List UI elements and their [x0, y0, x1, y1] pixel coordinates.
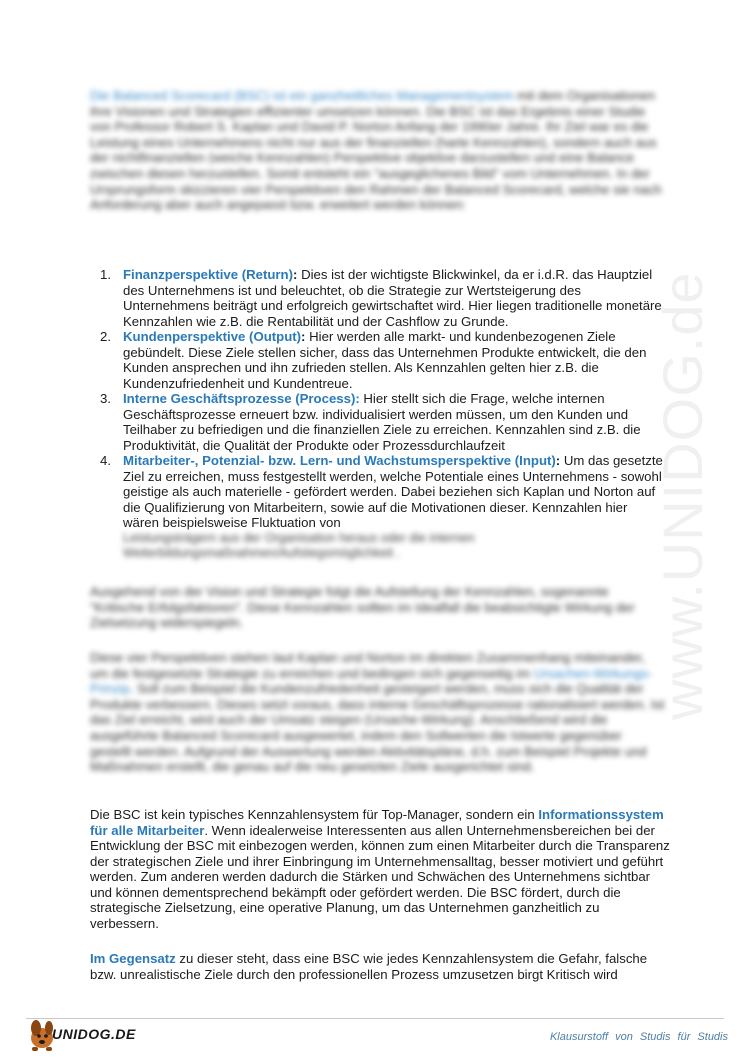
p3-text-a: Diese vier Perspektiven stehen laut Kaplan und Norton im direkten Zusammenhang miteinander, um die festgesetzte Strategie zu erreichen und bedingen sich gegenseitig im: [90, 650, 645, 681]
logo-text: UNIDOG.DE: [52, 1026, 136, 1042]
p3-text-b: . Soll zum Beispiel die Kundenzufriedenheit gesteigert werden, muss sich die Qualität der Produkte verbessern. Dieses setzt voraus, dass interne Geschäftsprozesse rationalisiert werden. Ist das Ziel erreicht, wird auch der Umsatz steigen (Ursache-Wirkung). Anschließend wird die ausgeführte Balanced Scorecard ausgewertet, indem den Sollwerten die Istwerte gegenüber gestellt werden. Aufgrund der Auswertung werden Aktivitätspläne, d.h. zum Beispiel Projekte und Maßnahmen erstellt, die genau auf die neu gesetzten Ziele ausgerichtet sind.: [90, 681, 665, 775]
item-text: Um das gesetzte Ziel zu erreichen, muss festgestellt werden, welche Potentiale eines Unternehmens - sowohl geistige als auch materielle - gefördert werden. Dabei beziehen sich Kaplan und Norton auf die Qualifizierung von Mitarbeitern, sowie auf die Motivationen dieser. Kennzahlen hier wären beispielsweise Fluktuation von: [123, 453, 663, 530]
item-tail-blurred: Leistungsträgern aus der Organisation heraus oder die internen Weiterbildungsmaßnahmen/Aufstiegsmöglichkeit .: [123, 530, 475, 560]
intro-lead: Die Balanced Scorecard (BSC) ist ein ganzheitliches Managementsystem: [90, 88, 514, 103]
blurred-intro: [90, 88, 665, 213]
info-text-a: Die BSC ist kein typisches Kennzahlensystem für Top-Manager, sondern ein: [90, 807, 539, 822]
item-title: Interne Geschäftsprozesse (Process):: [123, 391, 360, 406]
list-item: [90, 329, 665, 391]
list-item: [90, 391, 665, 453]
item-text: Hier werden alle markt- und kundenbezogenen Ziele gebündelt. Diese Ziele stellen sicher, dass das Unternehmen Produkte entwickelt, die den Kunden ansprechen und ihn zufrieden stellen. Als Kennzahlen gelten hier z.B. die Kundenzufriedenheit und Kundentreue.: [123, 329, 647, 391]
item-number: 2.: [100, 329, 111, 344]
intro-text: mit dem Organisationen ihre Visionen und Strategien effizienter umsetzen können. Die BSC ist das Ergebnis einer Studie von Professor Robert S. Kaplan und David P. Norton Anfang der 1990er Jahre. Ihr Ziel war es die Leistung eines Unternehmens nicht nur aus der finanziellen (harte Kennzahlen), sondern auch aus der nichtfinanziellen (weiche Kennzahlen) Perspektive objektive darzustellen und eine Balance zwischen diesen herzustellen. Somit entsteht ein "ausgeglichenes Bild" vom Unternehmen. In der Ursprungsform skizzieren vier Perspektiven den Rahmen der Balanced Scorecard, welche sie nach Anforderung aber auch angepasst bzw. erweitert werden können:: [90, 88, 662, 213]
item-number: 3.: [100, 391, 111, 406]
paragraph-contrast: [90, 951, 670, 982]
p3-link: Ursachen-Wirkungs-Prinzip: [90, 665, 653, 697]
item-title: Kundenperspektive (Output): [123, 329, 302, 344]
paragraph-information-system: [90, 807, 670, 931]
blurred-paragraph-3: [90, 650, 665, 775]
item-number: 1.: [100, 267, 111, 282]
item-title: Finanzperspektive (Return): [123, 267, 294, 282]
watermark: www.UNIDOG.de: [651, 271, 714, 720]
item-sep: :: [301, 329, 306, 344]
footer-tagline: Klausurstoff von Studis für Studis: [549, 1031, 728, 1043]
item-text: Hier stellt sich die Frage, welche internen Geschäftsprozesse erneuert bzw. individualisiert werden müssen, um den Kunden und Teilhaber zu befriedigen und die finanziellen Ziele zu erreichen. Kennzahlen sind z.B. die Produktivität, die Qualität der Produkte oder Prozessdurchlaufzeit: [123, 391, 641, 453]
perspectives-list: [90, 267, 665, 562]
contrast-text: zu dieser steht, dass eine BSC wie jedes Kennzahlensystem die Gefahr, falsche bzw. unrealistische Ziele durch den professionellen Prozess umzusetzen birgt Kritisch wird: [90, 951, 648, 982]
item-sep: :: [555, 453, 561, 468]
item-text: Dies ist der wichtigste Blickwinkel, da er i.d.R. das Hauptziel des Unternehmens ist und beleuchtet, ob die Strategie zur Wertsteigerung des Unternehmens beiträgt und erfolgreich gewirtschaftet wird. Hier liegen traditionelle monetäre Kennzahlen wie z.B. die Rentabilität und der Cashflow zu Grunde.: [123, 267, 662, 329]
blurred-paragraph-2: Ausgehend von der Vision und Strategie folgt die Aufstellung der Kennzahlen, sogenannte "Kritische Erfolgsfaktoren". Diese Kennzahlen sollten im Idealfall die beabsichtigte Wirkung der Zielsetzung widerspiegeln.: [90, 584, 635, 631]
item-number: 4.: [100, 453, 111, 468]
info-link[interactable]: Informationssystem für alle Mitarbeiter: [90, 807, 664, 838]
list-item: [90, 267, 665, 329]
item-title: Mitarbeiter-, Potenzial- bzw. Lern- und Wachstumsperspektive (Input): [123, 453, 556, 468]
info-text-b: . Wenn idealerweise Interessenten aus allen Unternehmensbereichen bei der Entwicklung der BSC mit einbezogen werden, können zum einen Mitarbeiter durch die Transparenz der strategischen Ziele und ihrer Einbringung im Unternehmensalltag, besser motiviert und geführt werden. Zum anderen werden dadurch die Stärken und Schwächen des Unternehmens sichtbar und können dementsprechend bekämpft oder gefördert werden. Die BSC fördert, durch die strategische Zielsetzung, eine operative Planung, um das Unternehmen ganzheitlich zu verbessern.: [90, 822, 670, 931]
contrast-link[interactable]: Im Gegensatz: [90, 951, 176, 966]
item-sep: :: [293, 267, 298, 282]
list-item: [90, 453, 665, 531]
